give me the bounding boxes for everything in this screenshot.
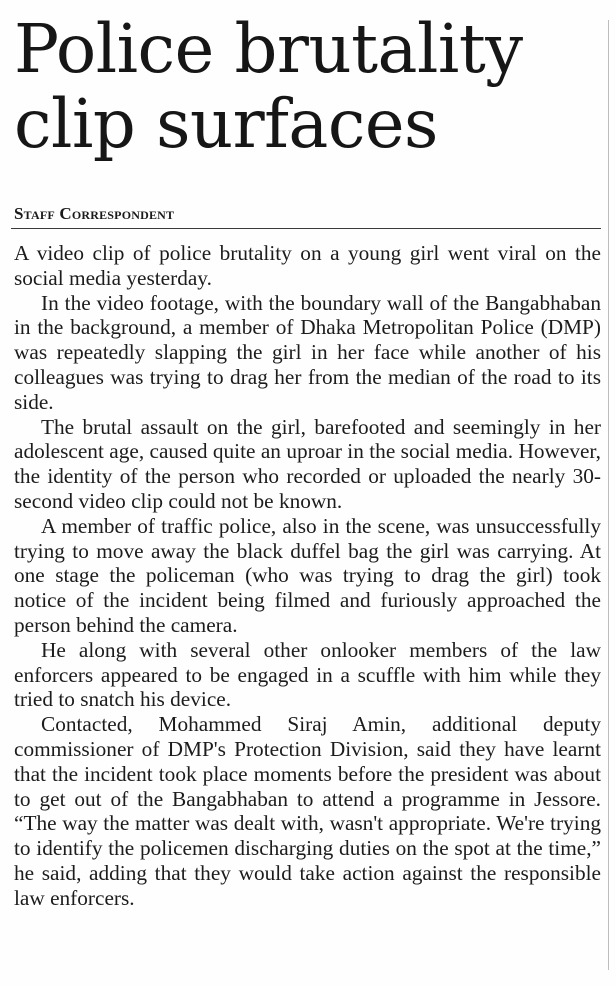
paragraph-2: In the video footage, with the boundary wall of the Bangabhaban in the background, a member of Dhaka Metropolitan Police (DMP) was repeatedly slapping the girl in her face while another of his colleagues was trying to drag her from the median of the road to its side. (14, 290, 601, 414)
paragraph-4: A member of traffic police, also in the scene, was unsuccessfully trying to move away the black duffel bag the girl was carrying. At one stage the policeman (who was trying to drag the girl) took notice of the incident being filmed and furiously approached the person behind the camera. (14, 513, 601, 637)
byline-divider (11, 228, 601, 229)
column-divider (608, 20, 609, 970)
article-body (14, 241, 601, 911)
byline: Staff Correspondent (14, 204, 175, 223)
paragraph-1: A video clip of police brutality on a young girl went viral on the social media yesterday. (14, 241, 601, 290)
paragraph-6: Contacted, Mohammed Siraj Amin, additional deputy commissioner of DMP's Protection Division, said they have learnt that the incident took place moments before the president was about to get out of the Bangabhaban to attend a programme in Jessore. “The way the matter was dealt with, wasn't appropriate. We're trying to identify the policemen discharging duties on the spot at the time,” he said, adding that they would take action against the responsible law enforcers. (14, 712, 601, 910)
paragraph-3: The brutal assault on the girl, barefooted and seemingly in her adolescent age, caused quite an uproar in the social media. However, the identity of the person who recorded or uploaded the nearly 30-second video clip could not be known. (14, 414, 601, 513)
headline: Police brutality clip surfaces (14, 10, 523, 163)
paragraph-5: He along with several other onlooker members of the law enforcers appeared to be engaged in a scuffle with him while they tried to snatch his device. (14, 637, 601, 712)
